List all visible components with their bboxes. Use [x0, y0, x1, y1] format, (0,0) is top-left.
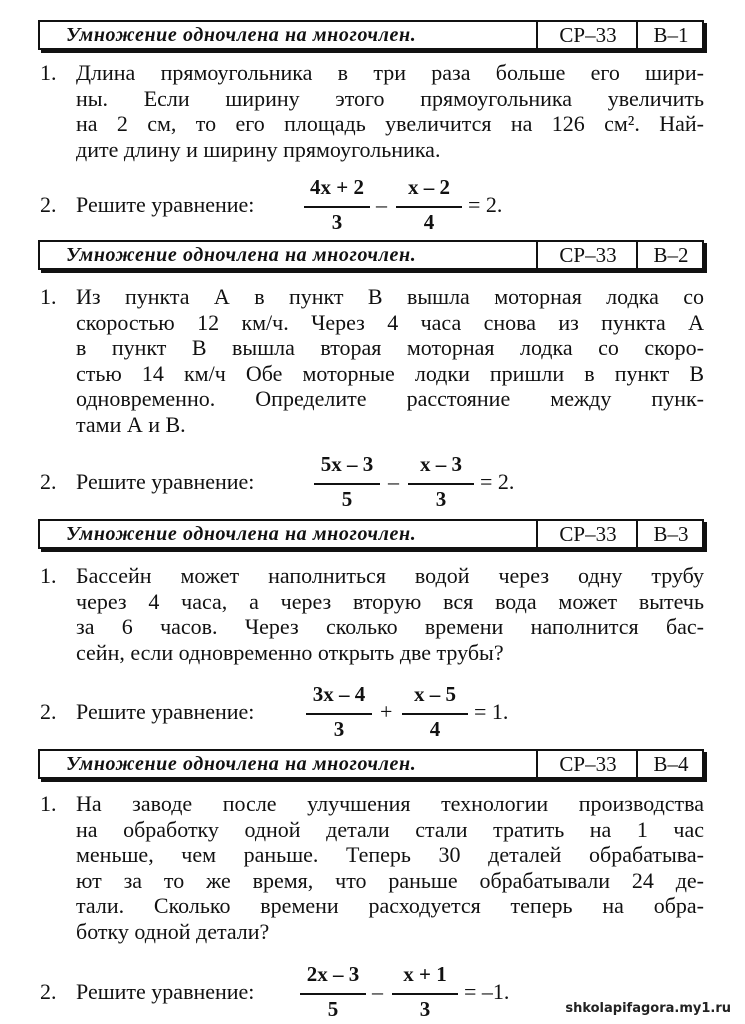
task1-line: на обработку одной детали стали тратить на 1 час	[76, 816, 704, 842]
fraction-2-numerator: x – 2	[408, 175, 450, 199]
fraction-1	[312, 452, 382, 514]
variant-header	[38, 519, 704, 549]
topic-title: Умножение одночлена на многочлен.	[66, 753, 417, 775]
variant-header	[38, 749, 704, 779]
topic-title: Умножение одночлена на многочлен.	[66, 244, 417, 266]
fraction-2-denominator: 4	[423, 210, 435, 234]
task1-line: Длина прямоугольника в три раза больше его шири-	[76, 60, 704, 85]
work-code: СР–33	[536, 751, 638, 777]
task1-line: через 4 часа, а через вторую вся вода может вытечь	[76, 588, 704, 614]
fraction-bar	[402, 713, 468, 715]
watermark: shkolapifagora.my1.ru	[565, 1001, 731, 1016]
fraction-1-numerator: 5x – 3	[320, 452, 374, 476]
right-hand-side: = 1.	[474, 699, 509, 724]
task1-line: На заводе после улучшения технологии производства	[76, 791, 704, 816]
task1-text	[76, 563, 704, 665]
task1-line: дите длину и ширину прямоугольника.	[76, 136, 441, 162]
work-code: СР–33	[536, 521, 638, 547]
fraction-1-denominator: 5	[327, 997, 339, 1021]
variant-header	[38, 240, 704, 270]
task2-number: 2.	[40, 192, 57, 217]
task1-line: стью 14 км/ч Обе моторные лодки пришли в пункт В	[76, 360, 704, 386]
task1-line: за 6 часов. Через сколько времени наполнится бас-	[76, 614, 704, 639]
right-hand-side: = 2.	[468, 192, 503, 217]
task1-line: ботку одной детали?	[76, 918, 270, 944]
task1-number: 1.	[40, 284, 57, 309]
topic-title: Умножение одночлена на многочлен.	[66, 523, 417, 545]
fraction-2	[400, 682, 470, 744]
fraction-bar	[396, 206, 462, 208]
fraction-1-numerator: 3x – 4	[312, 682, 366, 706]
fraction-2-denominator: 3	[435, 487, 447, 511]
task1-line: тами А и В.	[76, 411, 186, 437]
task1-line: ют за то же время, что раньше обрабатывали 24 де-	[76, 867, 704, 893]
fraction-bar	[306, 713, 372, 715]
fraction-bar	[408, 483, 474, 485]
fraction-bar	[300, 993, 366, 995]
task1-text	[76, 60, 704, 162]
topic-title: Умножение одночлена на многочлен.	[66, 24, 417, 46]
task1-text	[76, 284, 704, 437]
right-hand-side: = 2.	[480, 469, 515, 494]
operator: –	[372, 979, 383, 1004]
task1-line: Бассейн может наполниться водой через одну трубу	[76, 563, 704, 588]
variant-number: В–3	[636, 521, 704, 547]
fraction-2	[406, 452, 476, 514]
fraction-bar	[314, 483, 380, 485]
task1-line: ны. Если ширину этого прямоугольника увеличить	[76, 85, 704, 111]
fraction-1	[298, 962, 368, 1024]
operator: –	[376, 192, 387, 217]
fraction-1	[304, 682, 374, 744]
task2-number: 2.	[40, 699, 57, 724]
variant-number: В–2	[636, 242, 704, 268]
fraction-1-denominator: 5	[341, 487, 353, 511]
operator: –	[388, 469, 399, 494]
task1-line: на 2 см, то его площадь увеличится на 126 см². Най-	[76, 111, 704, 136]
fraction-2-denominator: 4	[429, 717, 441, 741]
task2-label: Решите уравнение:	[76, 192, 255, 217]
right-hand-side: = –1.	[464, 979, 510, 1004]
task1-line: в пункт В вышла вторая моторная лодка со скоро-	[76, 335, 704, 360]
task1-text	[76, 791, 704, 944]
variant-number: В–4	[636, 751, 704, 777]
task1-line: тали. Сколько времени расходуется теперь на обра-	[76, 893, 704, 918]
fraction-1-numerator: 2x – 3	[306, 962, 360, 986]
fraction-1-denominator: 3	[333, 717, 345, 741]
fraction-2-numerator: x + 1	[403, 962, 447, 986]
task1-number: 1.	[40, 60, 57, 85]
task1-line: сейн, если одновременно открыть две трубы?	[76, 639, 504, 665]
variant-header	[38, 20, 704, 50]
task2-label: Решите уравнение:	[76, 699, 255, 724]
task2-label: Решите уравнение:	[76, 469, 255, 494]
fraction-bar	[304, 206, 370, 208]
operator: +	[380, 699, 393, 724]
work-code: СР–33	[536, 22, 638, 48]
fraction-1	[302, 175, 372, 237]
task1-number: 1.	[40, 563, 57, 588]
task1-line: скоростью 12 км/ч. Через 4 часа снова из пункта А	[76, 309, 704, 335]
task1-number: 1.	[40, 791, 57, 816]
fraction-2-numerator: x – 3	[420, 452, 462, 476]
variant-number: В–1	[636, 22, 704, 48]
task2-label: Решите уравнение:	[76, 979, 255, 1004]
fraction-2-numerator: x – 5	[414, 682, 456, 706]
task1-line: Из пункта А в пункт В вышла моторная лодка со	[76, 284, 704, 309]
fraction-bar	[392, 993, 458, 995]
task1-line: меньше, чем раньше. Теперь 30 деталей обрабатыва-	[76, 842, 704, 867]
fraction-2-denominator: 3	[419, 997, 431, 1021]
fraction-1-denominator: 3	[331, 210, 343, 234]
fraction-2	[394, 175, 464, 237]
fraction-1-numerator: 4x + 2	[310, 175, 364, 199]
task2-number: 2.	[40, 979, 57, 1004]
fraction-2	[390, 962, 460, 1024]
work-code: СР–33	[536, 242, 638, 268]
task1-line: одновременно. Определите расстояние между пунк-	[76, 386, 704, 411]
task2-number: 2.	[40, 469, 57, 494]
